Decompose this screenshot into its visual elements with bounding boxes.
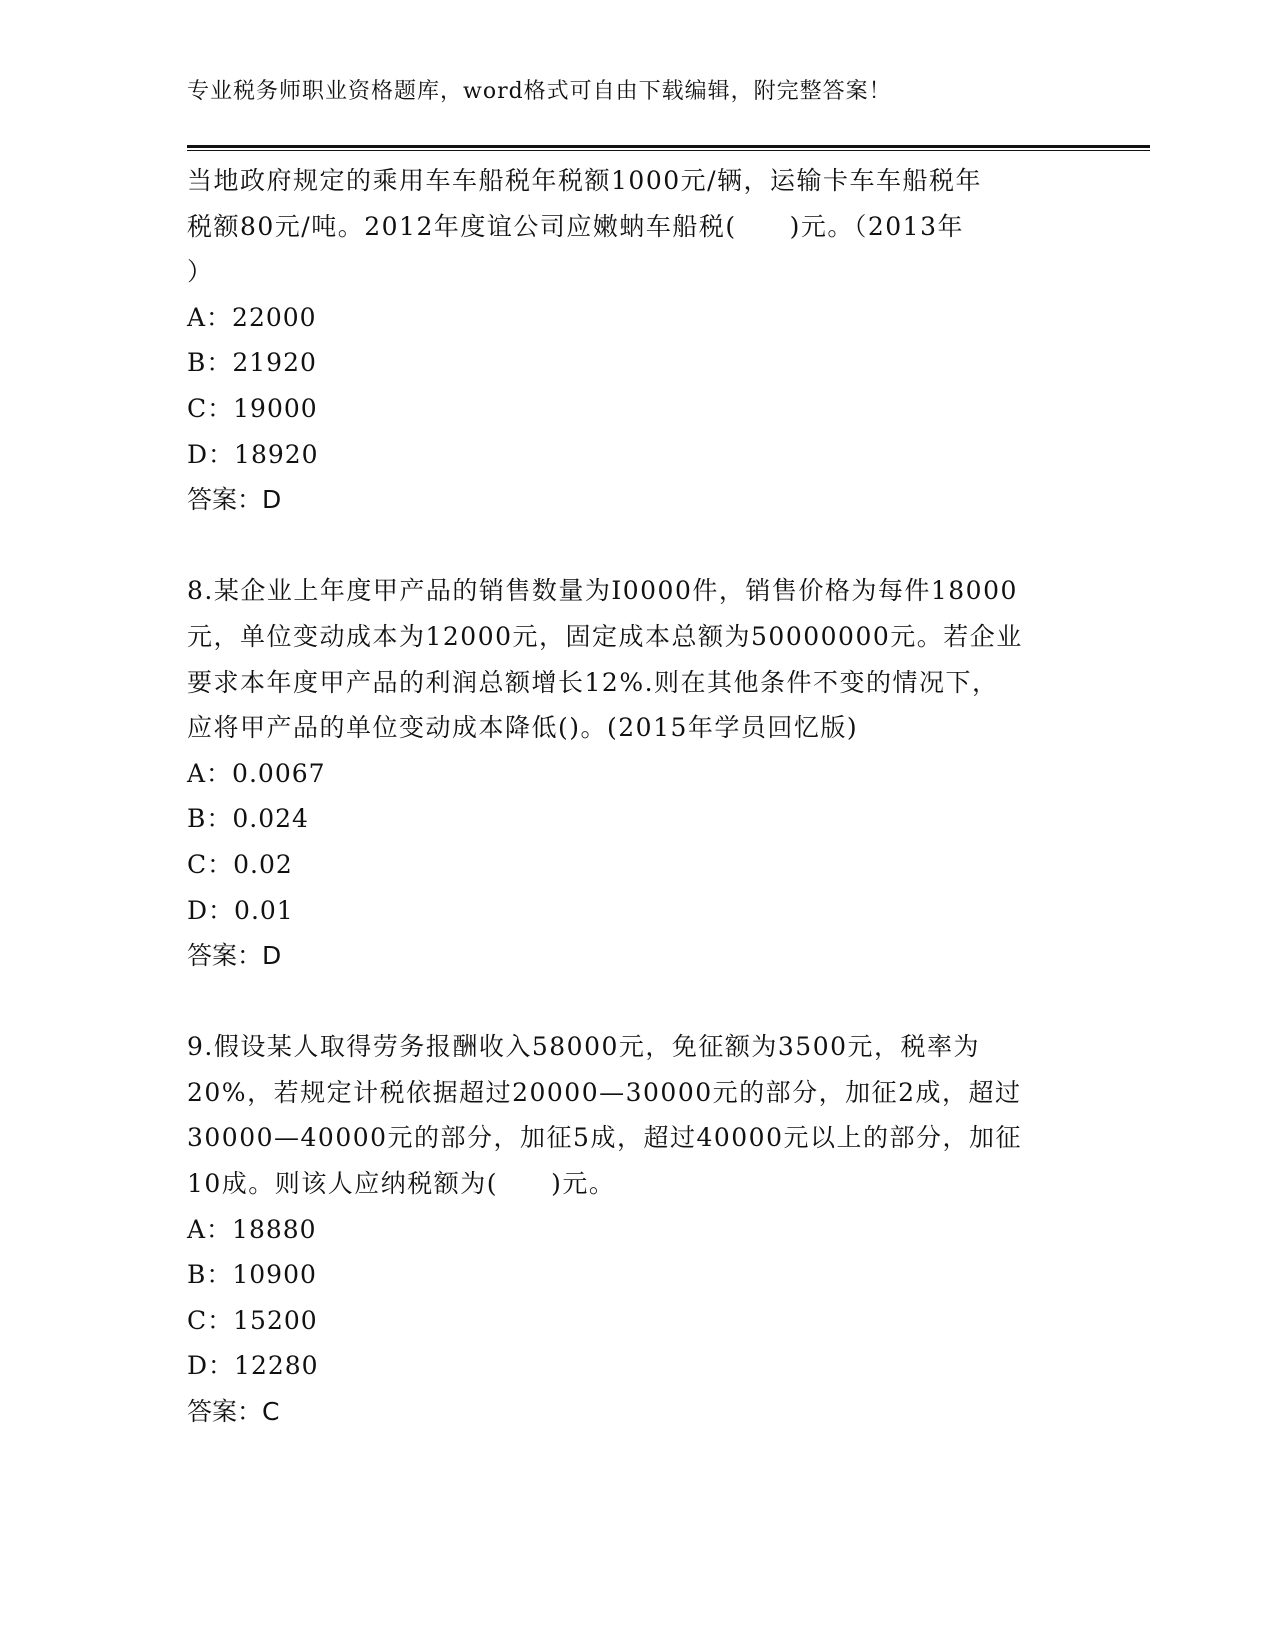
- option-a: A：18880: [187, 1214, 317, 1244]
- question-line: 当地政府规定的乘用车车船税年税额1000元/辆，运输卡车车船税年: [187, 166, 983, 195]
- question-line: ）: [187, 257, 214, 287]
- header-rule-thin: [187, 150, 1150, 151]
- question-block: [187, 1024, 1087, 1434]
- option-b: B：0.024: [187, 804, 309, 834]
- answer-line: 答案：D: [187, 941, 282, 971]
- question-line: 8.某企业上年度甲产品的销售数量为I0000件，销售价格为每件18000: [187, 576, 1018, 606]
- option-b: B：21920: [187, 348, 317, 378]
- question-content: [187, 158, 1087, 1435]
- page-header-text: 专业税务师职业资格题库，word格式可自由下载编辑，附完整答案！: [187, 79, 892, 104]
- question-line: 元，单位变动成本为12000元，固定成本总额为50000000元。若企业: [187, 621, 1023, 651]
- answer-line: 答案：C: [187, 1397, 280, 1427]
- question-block: [187, 568, 1087, 978]
- option-d: D：12280: [187, 1351, 319, 1381]
- header-rule-thick: [187, 145, 1150, 148]
- question-line: 20%，若规定计税依据超过20000—30000元的部分，加征2成，超过: [187, 1077, 1022, 1107]
- option-d: D：0.01: [187, 895, 294, 925]
- answer-line: 答案：D: [187, 485, 282, 515]
- question-line: 30000—40000元的部分，加征5成，超过40000元以上的部分，加征: [187, 1123, 1022, 1153]
- spacer: [187, 523, 1087, 569]
- spacer: [187, 979, 1087, 1025]
- option-c: C：15200: [187, 1305, 318, 1335]
- question-line: 税额80元/吨。2012年度谊公司应嫩蚋车船税( )元。（2013年: [187, 211, 964, 241]
- question-line: 10成。则该人应纳税额为( )元。: [187, 1169, 616, 1199]
- question-block: [187, 158, 1087, 523]
- option-d: D：18920: [187, 439, 319, 469]
- option-c: C：0.02: [187, 849, 293, 879]
- question-line: 应将甲产品的单位变动成本降低()。(2015年学员回忆版): [187, 713, 859, 743]
- option-a: A：22000: [187, 302, 317, 332]
- option-c: C：19000: [187, 393, 318, 423]
- option-b: B：10900: [187, 1260, 317, 1290]
- question-line: 9.假设某人取得劳务报酬收入58000元，免征额为3500元，税率为: [187, 1032, 981, 1062]
- question-line: 要求本年度甲产品的利润总额增长12%.则在其他条件不变的情况下，: [187, 667, 999, 697]
- option-a: A：0.0067: [187, 758, 326, 788]
